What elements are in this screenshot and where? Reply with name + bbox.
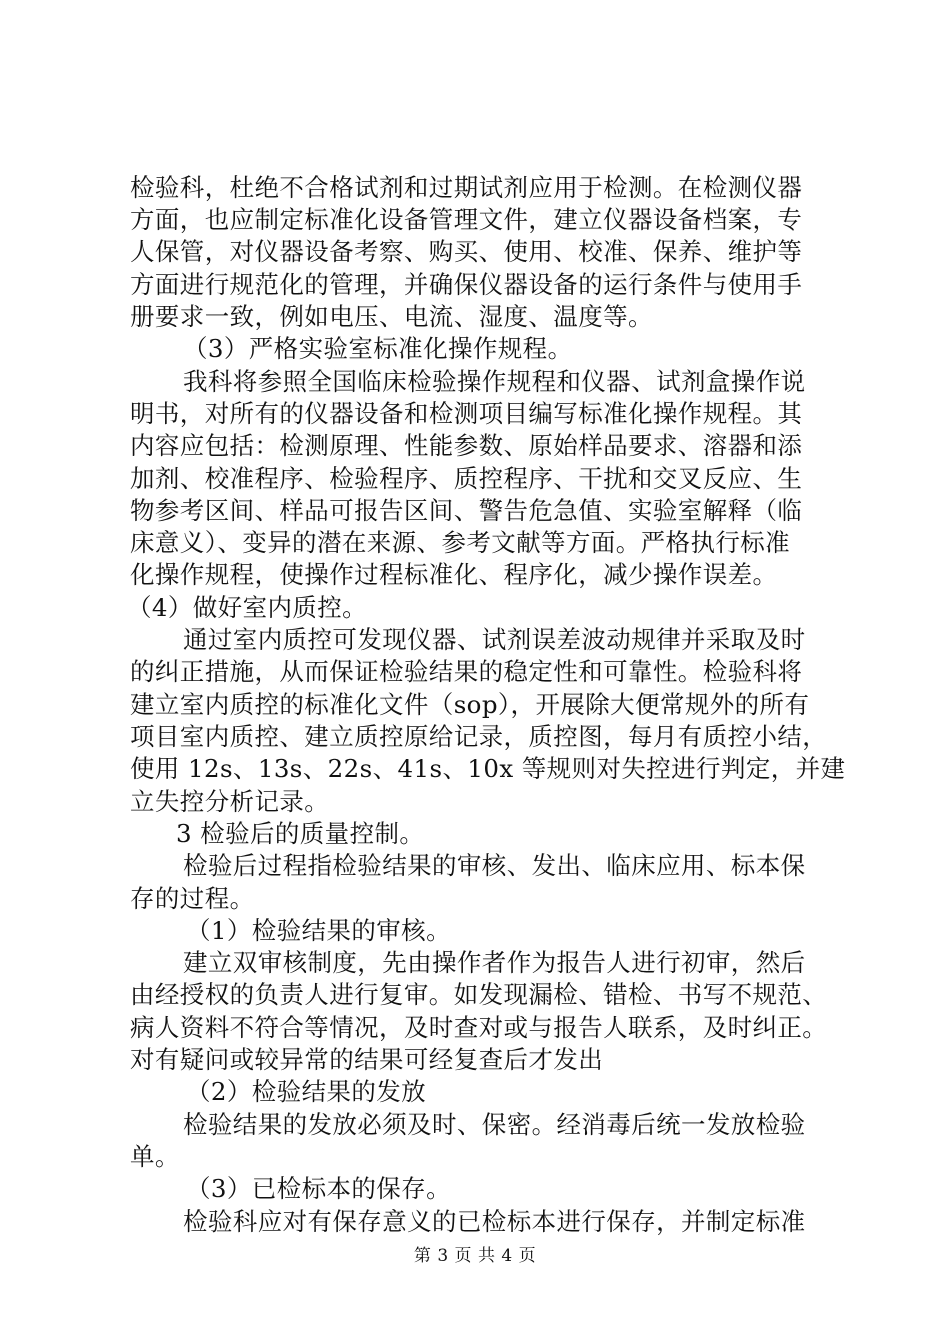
section-heading: （3）已检标本的保存。: [186, 1174, 451, 1203]
text-line: 内容应包括：检测原理、性能参数、原始样品要求、溶器和添: [130, 431, 803, 460]
section-heading: （1）检验结果的审核。: [186, 916, 451, 945]
text-line: 立失控分析记录。: [130, 787, 330, 816]
paragraph-first-line: 通过室内质控可发现仪器、试剂误差波动规律并采取及时: [183, 625, 806, 654]
paragraph-first-line: 建立双审核制度，先由操作者作为报告人进行初审，然后: [183, 948, 806, 977]
text-line: 的纠正措施，从而保证检验结果的稳定性和可靠性。检验科将: [130, 657, 803, 686]
text-line: 单。: [130, 1142, 180, 1171]
text-line: 由经授权的负责人进行复审。如发现漏检、错检、书写不规范、: [130, 980, 828, 1009]
text-line: 检验科，杜绝不合格试剂和过期试剂应用于检测。在检测仪器: [130, 173, 803, 202]
text-line: 物参考区间、样品可报告区间、警告危急值、实验室解释（临: [130, 496, 803, 525]
text-line: 存的过程。: [130, 884, 255, 913]
section-heading: （4）做好室内质控。: [127, 593, 368, 622]
text-line: 方面进行规范化的管理，并确保仪器设备的运行条件与使用手: [130, 270, 803, 299]
text-line: 册要求一致，例如电压、电流、湿度、温度等。: [130, 302, 653, 331]
text-line: 明书，对所有的仪器设备和检测项目编写标准化操作规程。其: [130, 399, 803, 428]
text-line: 化操作规程，使操作过程标准化、程序化，减少操作误差。: [130, 560, 778, 589]
text-line: 项目室内质控、建立质控原给记录，质控图，每月有质控小结，: [130, 722, 828, 751]
text-line: 床意义）、变异的潜在来源、参考文献等方面。严格执行标准: [130, 528, 791, 557]
text-line: 使用 12s、13s、22s、41s、10x 等规则对失控进行判定，并建: [130, 754, 846, 783]
paragraph-first-line: 检验结果的发放必须及时、保密。经消毒后统一发放检验: [183, 1110, 806, 1139]
text-line: 病人资料不符合等情况，及时查对或与报告人联系，及时纠正。: [130, 1013, 828, 1042]
text-line: 加剂、校准程序、检验程序、质控程序、干扰和交叉反应、生: [130, 464, 803, 493]
paragraph-first-line: 我科将参照全国临床检验操作规程和仪器、试剂盒操作说: [183, 367, 806, 396]
section-heading: 3 检验后的质量控制。: [176, 819, 425, 848]
text-line: 人保管，对仪器设备考察、购买、使用、校准、保养、维护等: [130, 237, 803, 266]
section-heading: （3）严格实验室标准化操作规程。: [183, 334, 573, 363]
text-line: 对有疑问或较异常的结果可经复查后才发出: [130, 1045, 604, 1074]
paragraph-first-line: 检验科应对有保存意义的已检标本进行保存，并制定标准: [183, 1207, 806, 1236]
page-number-footer: 第 3 页 共 4 页: [413, 1246, 537, 1266]
paragraph-first-line: 检验后过程指检验结果的审核、发出、临床应用、标本保: [183, 851, 806, 880]
section-heading: （2）检验结果的发放: [186, 1077, 427, 1106]
text-line: 建立室内质控的标准化文件（sop），开展除大便常规外的所有: [130, 690, 810, 719]
text-line: 方面，也应制定标准化设备管理文件，建立仪器设备档案，专: [130, 205, 803, 234]
